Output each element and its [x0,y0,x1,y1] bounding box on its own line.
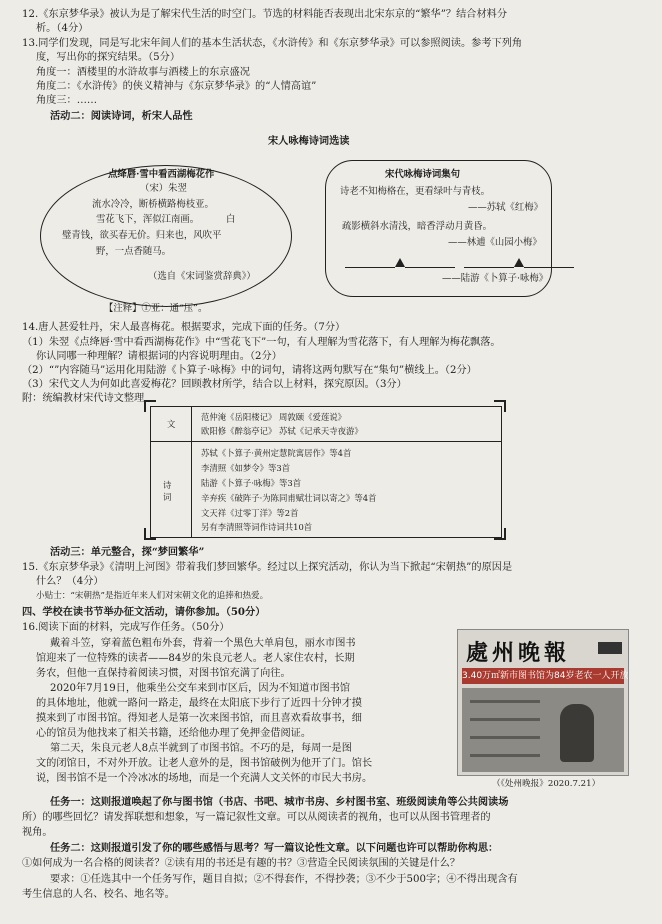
poem-left-note: 【注释】①亚：通“压”。 [104,303,208,314]
activity2-heading: 活动二：阅读诗词，析宋人品性 [50,110,193,122]
table-poetry-row3: 陆游《卜算子·咏梅》等3首 [201,478,302,488]
table-vertical-divider [191,407,192,537]
table-poetry-row6: 另有李清照等词作诗词共10首 [201,522,313,532]
bookshelf-line [470,754,540,757]
q16-p2c: 摸来到了市图书馆。得知老人是第一次来图书馆，而且喜欢看故事书，细 [36,713,362,724]
newspaper-badge [598,642,622,654]
table-cat-prose: 文 [167,419,176,429]
q12-line2: 析。（4分） [36,23,89,34]
q14-line1: 14.唐人甚爱牡丹，宋人最喜梅花。根据要求，完成下面的任务。（7分） [22,322,346,333]
section4-heading: 四、学校在读书节举办征文活动，请你参加。（50分） [22,606,266,618]
q16-p1a: 戴着斗笠，穿着蓝色粗布外套，背着一个黑色大单肩包，丽水市图书 [50,638,356,649]
blank-line-3 [464,257,514,268]
q13-angle1: 角度一：酒楼里的水浒故事与酒楼上的东京盛况 [36,67,250,78]
q14-s1a: （1）朱翌《点绛唇·雪中看西湖梅花作》中“雪花飞下”一句，有人理解为雪花落下，有人理解为梅花飘落。 [22,337,501,348]
task1-line3: 视角。 [22,827,53,838]
q16-intro: 16.阅读下面的材料，完成写作任务。（50分） [22,622,230,633]
table-poetry-row4: 辛弃疾《破阵子·为陈同甫赋壮词以寄之》等4首 [201,493,377,503]
table-corner-bl [144,528,156,540]
blank-line-4 [524,257,574,268]
poem-left-source: （选自《宋词鉴赏辞典》） [148,271,256,282]
q13-line2: 度，写出你的探究结果。（5分） [36,52,181,63]
blank-line-2 [405,257,455,268]
q16-p1b: 馆迎来了一位特殊的读者——84岁的朱良元老人。老人家住农村，长期 [36,653,355,664]
newspaper-masthead: 處州晚報 [466,640,571,666]
bookshelf-line [470,718,540,721]
q14-s2: （2）“”内容随马”运用化用陆游《卜算子·咏梅》中的词句，请将这两句默写在“集句”横线上。（2分） [22,365,477,376]
q16-p2a: 2020年7月19日，他乘坐公交车来到市区后，因为不知道市图书馆 [50,683,351,694]
poem-left-line1: 流水冷冷，断桥横路梅枝亚。 [92,199,214,210]
bookshelf-line [470,736,540,739]
poem-left-line4: 璧青钱，欲买春无价。归来也，风吹平 [62,230,222,241]
table-horizontal-divider [151,441,501,442]
q15-line2: 什么？（4分） [36,576,104,587]
q12-line1: 12.《东京梦华录》被认为是了解宋代生活的时空门。节选的材料能否表现出北宋东京的“繁华”？结合材料分 [22,9,508,20]
table-poetry-row5: 文天祥《过零丁洋》等2首 [201,508,299,518]
table-corner-br [494,528,506,540]
poems-title: 宋人咏梅诗词选读 [268,135,350,147]
q16-p3a: 第二天，朱良元老人8点半就到了市图书馆。不巧的是，每周一是图 [50,743,352,754]
newspaper-photo [462,688,624,772]
q13-line1: 13.同学们发现，同是写北宋年间人们的基本生活状态，《水浒传》和《东京梦华录》可以参照阅读。参考下列角 [22,38,523,49]
table-corner-tl [144,400,156,412]
poem-left-line2: 雪花飞下，浑似江南画。 [96,214,200,225]
table-prose-row2: 欧阳修《醉翁亭记》 苏轼《记承天寺夜游》 [201,426,363,436]
q16-p3b: 文的闭馆日，不对外开放。让老人意外的是，图书馆破例为他开了门。馆长 [36,758,373,769]
blank-line-1 [345,257,395,268]
q16-p1c: 务农，但他一直保持着阅读习惯，对图书馆充满了向往。 [36,668,291,679]
poem-left-line5: 野，一点香随马。 [96,246,172,257]
q16-p3c: 说，图书馆不是一个冷冰冰的场地，而是一个充满人文关怀的市民大书房。 [36,773,373,784]
poem-right-line2: 疏影横斜水清浅，暗香浮动月黄昏。 [342,221,493,232]
task1-line1: 任务一：这则报道唤起了你与图书馆（书店、书吧、城市书房、乡村图书室、班级阅读角等公共阅读场 [50,796,509,808]
poem-right-attr2: ——林逋《山园小梅》 [448,237,542,248]
task2-line2: ①如何成为一名合格的阅读者？②读有用的书还是有趣的书？③营造全民阅读氛围的关键是什么？ [22,858,461,869]
reader-figure [560,704,594,762]
table-poetry-row1: 苏轼《卜算子·黄州定慧院寓居作》等4首 [201,448,352,458]
table-corner-tr [494,400,506,412]
poem-right-attr3: ——陆游《卜算子·咏梅》 [442,273,549,284]
newspaper-clipping [457,629,629,776]
poem-right-blanks [345,256,574,269]
q15-line1: 15.《东京梦华录》《清明上河图》带着我们梦回繁华。经过以上探究活动，你认为当下掀起“宋朝热”的原因是 [22,562,513,573]
poem-right-line1: 诗老不知梅格在，更看绿叶与青枝。 [340,186,491,197]
table-prose-row1: 范仲淹《岳阳楼记》 周敦颐《爱莲说》 [201,412,347,422]
q15-tip: 小贴士：“宋朝热”是指近年来人们对宋朝文化的追捧和热爱。 [36,591,269,601]
poem-left-line3: 白 [226,214,236,225]
poem-right-title: 宋代咏梅诗词集句 [385,169,461,180]
bookshelf-line [470,700,540,703]
activity3-heading: 活动三：单元整合，探“梦回繁华” [50,546,205,558]
poem-left-author: （宋）朱翌 [140,183,187,194]
requirements-line1: 要求：①任选其中一个任务写作，题目自拟；②不得套作，不得抄袭；③不少于500字；④不得出现含有 [50,874,518,885]
q14-s1b: 你认同哪一种理解？请根据词的内容说明理由。（2分） [36,351,282,362]
triangle-marker-2 [514,258,524,267]
poem-right-attr1: ——苏轼《红梅》 [468,202,544,213]
table-poetry-row2: 李清照《如梦令》等3首 [201,463,291,473]
q16-p2b: 的具体地址，他就一路问一路走，最终在太阳底下步行了近四十分钟才摸 [36,698,362,709]
q14-attach: 附：统编教材宋代诗文整理 [22,393,145,404]
q13-angle3: 角度三：…… [36,95,98,106]
q13-angle2: 角度二：《水浒传》的侠义精神与《东京梦华录》的“人情高谊” [36,81,317,92]
task1-line2: 所）的哪些回忆？请发挥联想和想象，写一篇记叙性文章。可以从阅读者的视角，也可以从图书管理者的 [22,812,491,823]
task2-line1: 任务二：这则报道引发了你的哪些感悟与思考？写一篇议论性文章。以下问题也许可以帮助你构思： [50,842,499,854]
newspaper-source: （《处州晚报》2020.7.21） [492,779,601,789]
triangle-marker-1 [395,258,405,267]
poem-left-title: 点绛唇·雪中看西湖梅花作 [108,169,215,180]
q14-s3: （3）宋代文人为何如此喜爱梅花？回顾教材所学，结合以上材料，探究原因。（3分） [22,379,407,390]
requirements-line2: 考生信息的人名、校名、地名等。 [22,889,175,900]
newspaper-headline: 3.40万㎡新市图书馆为84岁老农一人开放 [462,668,624,684]
table-cat-poetry: 诗词 [163,480,172,502]
q16-p2d: 心的馆员为他找来了相关书籍，还给他办理了免押金借阅证。 [36,728,312,739]
poetry-table [150,406,502,538]
